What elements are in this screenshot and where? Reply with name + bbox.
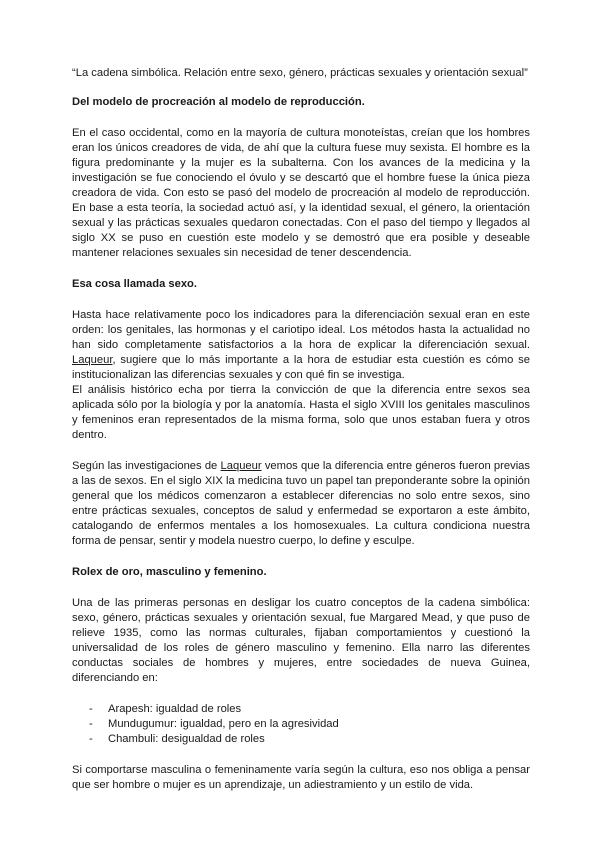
document-body <box>72 66 530 793</box>
list-item: - Mundugumur: igualdad, pero en la agresividad <box>89 717 530 732</box>
section-heading-rolex: Rolex de oro, masculino y femenino. <box>72 566 267 578</box>
paragraph-sexo-3-text-b: vemos que la diferencia entre géneros fueron previas a las de sexos. En el siglo XIX la medicina tuvo un papel tan preponderante sobre la opinión general que los médicos comenzaron a establecer diferencias no solo entre sexos, sino entre prácticas sexuales, conceptos de salud y enfermedad se exportaron a este ámbito, catalogando de enfermos mentales a los homosexuales. La cultura condiciona nuestra forma de pensar, sentir y modela nuestro cuerpo, lo define y esculpe. <box>72 460 530 547</box>
author-name-laqueur-2: Laqueur <box>220 460 262 472</box>
author-name-laqueur: Laqueur <box>72 354 113 366</box>
paragraph-sexo-1 <box>72 308 530 383</box>
paragraph-sexo-1-text-b: , sugiere que lo más importante a la hora de estudiar esta cuestión es cómo se institucionalizan las diferencias sexuales y con qué fin se investiga. <box>72 354 530 381</box>
paragraph-sexo-3-text-a: Según las investigaciones de <box>72 460 221 472</box>
paragraph-rolex-2: Si comportarse masculina o femeninamente varía según la cultura, eso nos obliga a pensar que ser hombre o mujer es un aprendizaje, un adiestramiento y un estilo de vida. <box>72 764 530 791</box>
section-heading-procreacion: Del modelo de procreación al modelo de reproducción. <box>72 96 365 108</box>
paragraph-rolex-1: Una de las primeras personas en desligar los cuatro conceptos de la cadena simbólica: sexo, género, prácticas sexuales y orientación sexual, fue Margared Mead, y que puso de relieve 1935, como las normas culturales, fijaban comportamientos y cuestionó la universalidad de los roles de género masculino y femenino. Ella narro las diferentes conductas sociales de hombres y mujeres, entre sociedades de nueva Guinea, diferenciando en: <box>72 597 530 684</box>
paragraph-sexo-3 <box>72 459 530 549</box>
list-item: - Arapesh: igualdad de roles <box>89 702 530 717</box>
societies-list <box>72 702 530 747</box>
paragraph-sexo-2: El análisis histórico echa por tierra la convicción de que la diferencia entre sexos sea aplicada sólo por la biología y por la anatomía. Hasta el siglo XVIII los genitales masculinos y femeninos eran representados de la misma forma, solo que unos estaban fuera y otros dentro. <box>72 384 530 441</box>
paragraph-procreacion: En el caso occidental, como en la mayoría de cultura monoteístas, creían que los hombres eran los únicos creadores de vida, de ahí que la cultura fuese muy sexista. El hombre es la figura predominante y la mujer es la subalterna. Con los avances de la medicina y la investigación se fue conociendo el óvulo y se descartó que el hombre fuese la única pieza creadora de vida. Con esto se pasó del modelo de procreación al modelo de reproducción. En base a esta teoría, la sociedad actuó así, y la identidad sexual, el género, la orientación sexual y las prácticas sexuales quedaron conectadas. Con el paso del tiempo y llegados al siglo XX se puso en cuestión este modelo y se demostró que era posible y deseable mantener relaciones sexuales sin necesidad de tener descendencia. <box>72 127 530 259</box>
section-heading-sexo: Esa cosa llamada sexo. <box>72 278 198 290</box>
document-title: “La cadena simbólica. Relación entre sexo, género, prácticas sexuales y orientación sexual” <box>72 67 528 79</box>
list-item: - Chambuli: desigualdad de roles <box>89 732 530 747</box>
paragraph-sexo-1-text-a: Hasta hace relativamente poco los indicadores para la diferenciación sexual eran en este orden: los genitales, las hormonas y el cariotipo ideal. Los métodos hasta la actualidad no han sido completamente satisfactorios a la hora de explicar la diferenciación sexual. <box>72 309 530 351</box>
